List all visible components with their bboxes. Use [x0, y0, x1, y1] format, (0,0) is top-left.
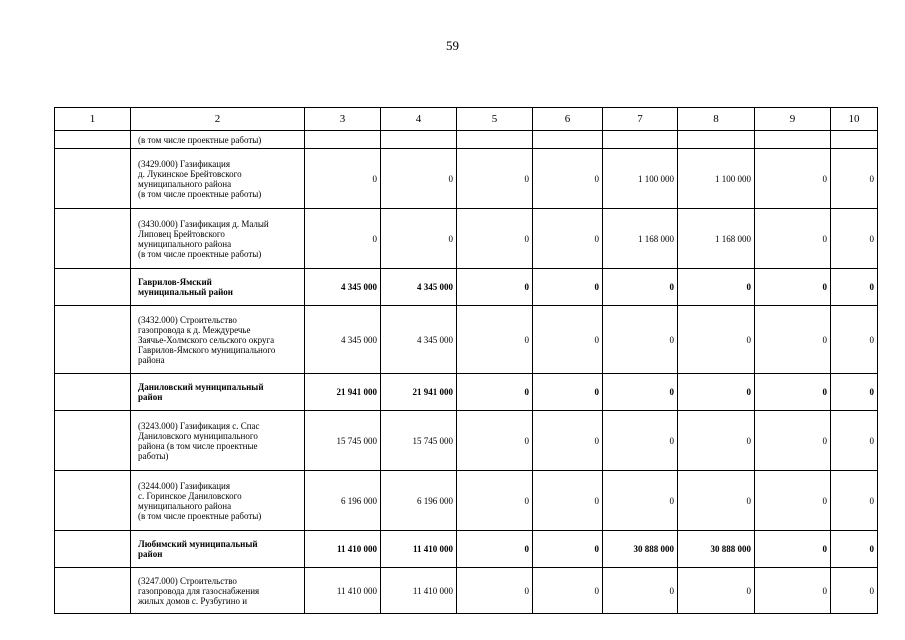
column-number-header: 3	[305, 108, 381, 131]
row-name-cell	[131, 411, 305, 471]
table-row	[55, 568, 878, 614]
amount-cell: 15 745 000	[381, 411, 457, 471]
amount-cell: 4 345 000	[381, 269, 457, 306]
amount-cell: 0	[533, 471, 603, 531]
amount-cell	[831, 131, 878, 149]
row-name-text: Даниловский муниципальный район	[138, 382, 264, 402]
amount-cell: 0	[831, 471, 878, 531]
column-number-header: 10	[831, 108, 878, 131]
amount-cell: 0	[678, 374, 755, 411]
row-name-cell	[131, 471, 305, 531]
amount-cell: 0	[755, 411, 831, 471]
row-name-text: Гаврилов-Ямский муниципальный район	[138, 277, 233, 297]
table-row-district-total	[55, 531, 878, 568]
amount-cell: 0	[831, 531, 878, 568]
row-name-text: (3429.000) Газификация д. Лукинское Брейтовского муниципального района (в том числе проектные работы)	[138, 158, 262, 199]
amount-cell: 0	[603, 471, 678, 531]
table-row	[55, 411, 878, 471]
amount-cell: 0	[678, 568, 755, 614]
row-name-text: (3432.000) Строительство газопровода к д. Междуречье Заячье-Холмского сельского округа Гаврилов-Ямского муниципального района	[138, 314, 276, 365]
amount-cell: 4 345 000	[381, 306, 457, 374]
row-index-cell	[55, 131, 131, 149]
page-number: 59	[446, 38, 459, 53]
amount-cell: 4 345 000	[305, 306, 381, 374]
amount-cell: 0	[831, 269, 878, 306]
amount-cell: 0	[533, 411, 603, 471]
amount-cell: 0	[457, 209, 533, 269]
amount-cell: 1 168 000	[678, 209, 755, 269]
column-number-header: 1	[55, 108, 131, 131]
amount-cell: 0	[831, 411, 878, 471]
amount-cell: 11 410 000	[305, 531, 381, 568]
amount-cell: 11 410 000	[381, 531, 457, 568]
amount-cell: 0	[381, 209, 457, 269]
row-name-cell	[131, 374, 305, 411]
amount-cell: 1 168 000	[603, 209, 678, 269]
column-number-header: 6	[533, 108, 603, 131]
amount-cell: 11 410 000	[305, 568, 381, 614]
row-name-cell	[131, 269, 305, 306]
amount-cell: 1 100 000	[678, 149, 755, 209]
amount-cell: 0	[457, 568, 533, 614]
amount-cell: 0	[533, 149, 603, 209]
amount-cell: 0	[533, 269, 603, 306]
amount-cell: 0	[457, 374, 533, 411]
row-index-cell	[55, 209, 131, 269]
row-index-cell	[55, 411, 131, 471]
amount-cell	[305, 131, 381, 149]
amount-cell: 6 196 000	[381, 471, 457, 531]
amount-cell: 21 941 000	[305, 374, 381, 411]
row-index-cell	[55, 471, 131, 531]
amount-cell: 0	[755, 374, 831, 411]
amount-cell: 0	[457, 471, 533, 531]
row-index-cell	[55, 306, 131, 374]
table-row	[55, 471, 878, 531]
amount-cell: 0	[457, 531, 533, 568]
table-header-row	[55, 108, 878, 131]
column-number-header: 5	[457, 108, 533, 131]
amount-cell: 0	[305, 149, 381, 209]
amount-cell: 0	[755, 568, 831, 614]
table-row-district-total	[55, 269, 878, 306]
amount-cell	[381, 131, 457, 149]
amount-cell: 1 100 000	[603, 149, 678, 209]
amount-cell	[533, 131, 603, 149]
row-index-cell	[55, 269, 131, 306]
row-name-cell	[131, 568, 305, 614]
amount-cell: 0	[678, 471, 755, 531]
amount-cell: 0	[533, 209, 603, 269]
column-number-header: 8	[678, 108, 755, 131]
row-name-cell	[131, 209, 305, 269]
amount-cell: 0	[381, 149, 457, 209]
amount-cell: 0	[755, 149, 831, 209]
amount-cell	[457, 131, 533, 149]
amount-cell: 4 345 000	[305, 269, 381, 306]
amount-cell: 0	[533, 374, 603, 411]
amount-cell: 0	[678, 411, 755, 471]
amount-cell: 0	[831, 306, 878, 374]
row-index-cell	[55, 531, 131, 568]
amount-cell	[678, 131, 755, 149]
row-index-cell	[55, 374, 131, 411]
amount-cell: 0	[678, 269, 755, 306]
row-name-text: (3244.000) Газификация с. Горинское Даниловского муниципального района (в том числе проектные работы)	[138, 480, 262, 521]
amount-cell: 0	[678, 306, 755, 374]
amount-cell: 0	[533, 568, 603, 614]
amount-cell: 0	[831, 209, 878, 269]
amount-cell: 0	[457, 149, 533, 209]
amount-cell: 0	[755, 471, 831, 531]
amount-cell: 0	[755, 209, 831, 269]
row-name-cell	[131, 131, 305, 149]
amount-cell: 0	[457, 269, 533, 306]
amount-cell	[755, 131, 831, 149]
row-index-cell	[55, 568, 131, 614]
amount-cell: 30 888 000	[678, 531, 755, 568]
table-row	[55, 149, 878, 209]
amount-cell: 0	[533, 531, 603, 568]
amount-cell: 0	[603, 306, 678, 374]
table-row	[55, 306, 878, 374]
amount-cell: 0	[305, 209, 381, 269]
amount-cell: 0	[533, 306, 603, 374]
amount-cell: 0	[603, 411, 678, 471]
amount-cell: 0	[457, 306, 533, 374]
table-row	[55, 209, 878, 269]
amount-cell: 11 410 000	[381, 568, 457, 614]
column-number-header: 9	[755, 108, 831, 131]
row-name-cell	[131, 306, 305, 374]
column-number-header: 2	[131, 108, 305, 131]
column-number-header: 7	[603, 108, 678, 131]
budget-table	[54, 107, 878, 614]
row-name-text: (3243.000) Газификация с. Спас Даниловского муниципального района (в том числе проектные работы)	[138, 420, 260, 461]
amount-cell: 0	[755, 531, 831, 568]
amount-cell: 0	[603, 374, 678, 411]
amount-cell: 0	[831, 149, 878, 209]
amount-cell: 15 745 000	[305, 411, 381, 471]
amount-cell	[603, 131, 678, 149]
row-name-text: (3430.000) Газификация д. Малый Липовец Брейтовского муниципального района (в том числе проектные работы)	[138, 218, 269, 259]
amount-cell: 30 888 000	[603, 531, 678, 568]
amount-cell: 6 196 000	[305, 471, 381, 531]
amount-cell: 0	[457, 411, 533, 471]
amount-cell: 0	[831, 568, 878, 614]
row-name-text: (в том числе проектные работы)	[138, 134, 262, 145]
column-number-header: 4	[381, 108, 457, 131]
amount-cell: 0	[755, 306, 831, 374]
amount-cell: 0	[603, 269, 678, 306]
row-name-cell	[131, 149, 305, 209]
row-name-text: Любимский муниципальный район	[138, 539, 258, 559]
table-row	[55, 131, 878, 149]
table-row-district-total	[55, 374, 878, 411]
row-index-cell	[55, 149, 131, 209]
amount-cell: 21 941 000	[381, 374, 457, 411]
amount-cell: 0	[603, 568, 678, 614]
row-name-text: (3247.000) Строительство газопровода для газоснабжения жилых домов с. Рузбугино и	[138, 575, 260, 606]
row-name-cell	[131, 531, 305, 568]
amount-cell: 0	[755, 269, 831, 306]
amount-cell: 0	[831, 374, 878, 411]
